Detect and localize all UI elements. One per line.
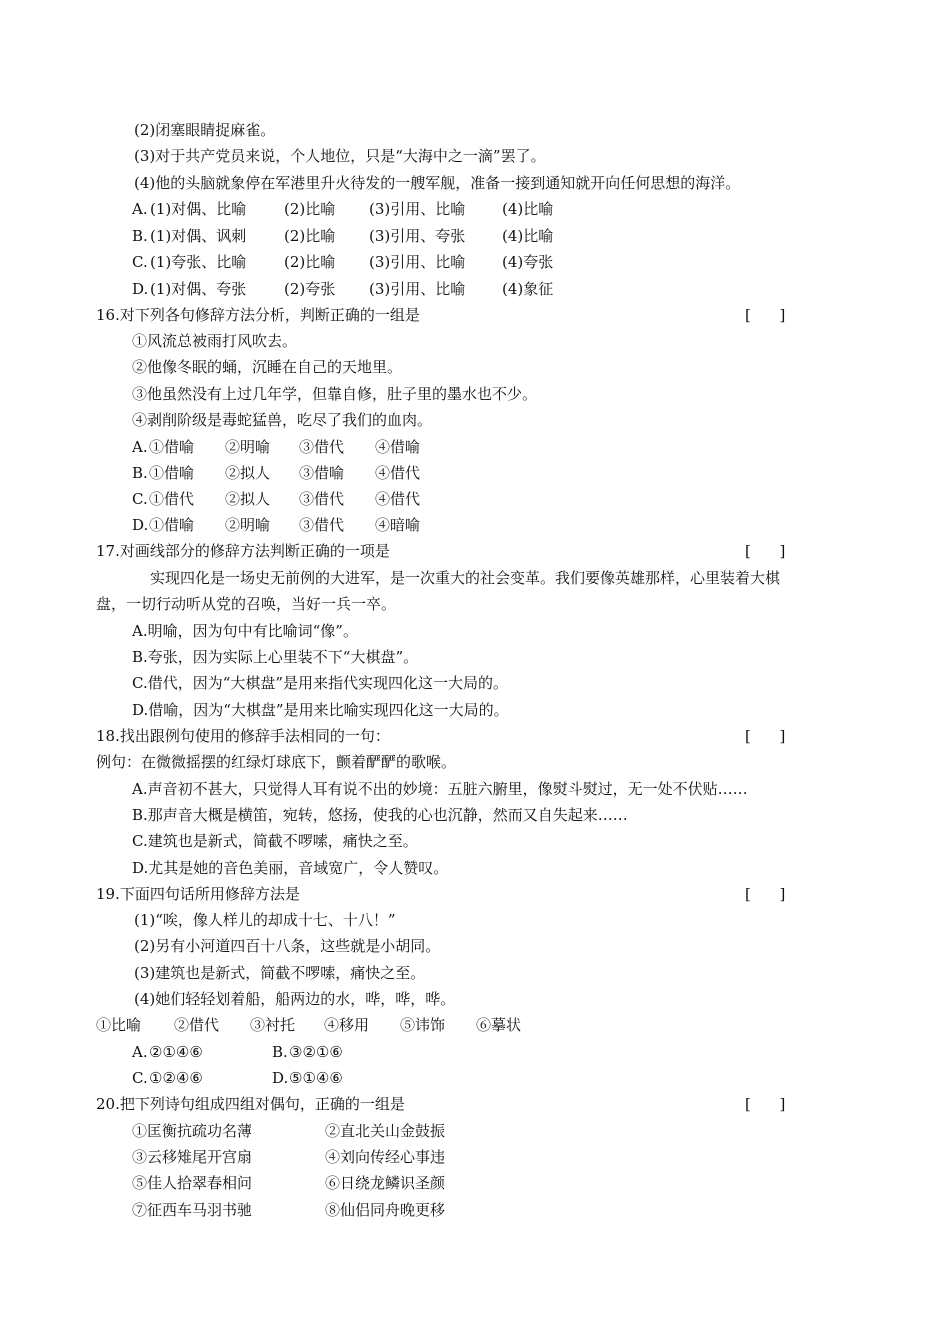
q19-stem: 19.下面四句话所用修辞方法是: [96, 885, 300, 903]
option-letter: C.: [132, 490, 148, 508]
option-part: (4)比喻: [502, 227, 554, 245]
q17-passage-line-1: 实现四化是一场史无前例的大进军，是一次重大的社会变革。我们要像英雄那样，心里装着大棋: [150, 569, 781, 587]
option-part: (1)对偶、夸张: [150, 280, 247, 298]
poem-line: ⑤佳人拾翠春相问: [132, 1174, 253, 1192]
option-part: (2)夸张: [284, 280, 336, 298]
option-part: (1)夸张、比喻: [150, 253, 247, 271]
option-part: ④借代: [375, 490, 421, 508]
option-part: (4)比喻: [502, 200, 554, 218]
answer-bracket: [ ]: [745, 727, 786, 745]
method-label: ⑥摹状: [476, 1016, 522, 1034]
q16-item-2: ②他像冬眠的蛹，沉睡在自己的天地里。: [132, 358, 403, 376]
option-value: ①②④⑥: [149, 1069, 203, 1087]
method-label: ④移用: [324, 1016, 370, 1034]
q19-item-2: (2)另有小河道四百十八条，这些就是小胡同。: [134, 937, 441, 955]
answer-bracket: [ ]: [745, 1095, 786, 1113]
poem-line: ②直北关山金鼓振: [325, 1122, 446, 1140]
option-part: ③借喻: [299, 464, 345, 482]
option-letter: C.: [132, 1069, 148, 1087]
option-part: ①借代: [149, 490, 195, 508]
q19-item-3: (3)建筑也是新式，简截不啰嗦，痛快之至。: [134, 964, 426, 982]
q15-item-3: (3)对于共产党员来说，个人地位，只是“大海中之一滴”罢了。: [134, 147, 546, 165]
option-part: ③借代: [299, 516, 345, 534]
option-part: ④借代: [375, 464, 421, 482]
q18-option-b: B.那声音大概是横笛，宛转，悠扬，使我的心也沉静，然而又自失起来……: [132, 806, 628, 824]
q17-option-b: B.夸张，因为实际上心里装不下“大棋盘”。: [132, 648, 419, 666]
option-part: (3)引用、比喻: [369, 200, 466, 218]
answer-bracket: [ ]: [745, 885, 786, 903]
option-part: ②拟人: [225, 490, 271, 508]
poem-line: ③云移雉尾开宫扇: [132, 1148, 253, 1166]
q18-example: 例句：在微微摇摆的红绿灯球底下，颤着酽酽的歌喉。: [96, 753, 457, 771]
option-letter: D.: [132, 280, 149, 298]
q16-item-3: ③他虽然没有上过几年学，但靠自修，肚子里的墨水也不少。: [132, 385, 538, 403]
q16-item-1: ①风流总被雨打风吹去。: [132, 332, 298, 350]
q16-item-4: ④剥削阶级是毒蛇猛兽，吃尽了我们的血肉。: [132, 411, 433, 429]
option-value: ③②①⑥: [289, 1043, 343, 1061]
method-label: ①比喻: [96, 1016, 142, 1034]
option-letter: A.: [132, 438, 148, 456]
option-letter: B.: [132, 227, 148, 245]
q17-option-a: A.明喻，因为句中有比喻词“像”。: [132, 622, 358, 640]
q16-stem: 16.对下列各句修辞方法分析，判断正确的一组是: [96, 306, 420, 324]
option-part: ②明喻: [225, 516, 271, 534]
poem-line: ⑥日绕龙鳞识圣颜: [325, 1174, 446, 1192]
answer-bracket: [ ]: [745, 542, 786, 560]
q18-stem: 18.找出跟例句使用的修辞手法相同的一句：: [96, 727, 390, 745]
method-label: ②借代: [174, 1016, 220, 1034]
option-part: ①借喻: [149, 516, 195, 534]
q20-stem: 20.把下列诗句组成四组对偶句，正确的一组是: [96, 1095, 405, 1113]
option-value: ⑤①④⑥: [289, 1069, 343, 1087]
option-part: (4)象征: [502, 280, 554, 298]
option-part: (3)引用、比喻: [369, 280, 466, 298]
poem-line: ①匡衡抗疏功名薄: [132, 1122, 253, 1140]
method-label: ③衬托: [250, 1016, 296, 1034]
q18-option-c: C.建筑也是新式，简截不啰嗦，痛快之至。: [132, 832, 418, 850]
q15-item-4: (4)他的头脑就象停在军港里升火待发的一艘军舰，准备一接到通知就开向任何思想的海洋。: [134, 174, 741, 192]
q15-item-2: (2)闭塞眼睛捉麻雀。: [134, 121, 276, 139]
q17-stem: 17.对画线部分的修辞方法判断正确的一项是: [96, 542, 390, 560]
poem-line: ⑦征西车马羽书驰: [132, 1201, 253, 1219]
option-part: (2)比喻: [284, 253, 336, 271]
option-letter: A.: [132, 1043, 148, 1061]
option-part: ①借喻: [149, 464, 195, 482]
q19-item-4: (4)她们轻轻划着船，船两边的水，哗，哗，哗。: [134, 990, 456, 1008]
q18-option-a: A.声音初不甚大，只觉得人耳有说不出的妙境：五脏六腑里，像熨斗熨过，无一处不伏贴……: [132, 780, 748, 798]
option-part: (3)引用、比喻: [369, 253, 466, 271]
q17-option-c: C.借代，因为“大棋盘”是用来指代实现四化这一大局的。: [132, 674, 509, 692]
option-part: ②拟人: [225, 464, 271, 482]
option-part: (2)比喻: [284, 200, 336, 218]
option-letter: C.: [132, 253, 148, 271]
option-part: (4)夸张: [502, 253, 554, 271]
option-part: ①借喻: [149, 438, 195, 456]
option-part: ③借代: [299, 438, 345, 456]
answer-bracket: [ ]: [745, 306, 786, 324]
option-part: (1)对偶、讽刺: [150, 227, 247, 245]
option-part: ④暗喻: [375, 516, 421, 534]
q19-item-1: (1)“唉，像人样儿的却成十七、十八！”: [134, 911, 396, 929]
option-letter: A.: [132, 200, 148, 218]
q18-option-d: D.尤其是她的音色美丽，音域宽广，令人赞叹。: [132, 859, 449, 877]
poem-line: ⑧仙侣同舟晚更移: [325, 1201, 446, 1219]
option-letter: B.: [272, 1043, 288, 1061]
option-letter: D.: [272, 1069, 289, 1087]
option-value: ②①④⑥: [149, 1043, 203, 1061]
option-part: ②明喻: [225, 438, 271, 456]
option-letter: B.: [132, 464, 148, 482]
option-part: (2)比喻: [284, 227, 336, 245]
q17-option-d: D.借喻，因为“大棋盘”是用来比喻实现四化这一大局的。: [132, 701, 509, 719]
option-letter: D.: [132, 516, 149, 534]
option-part: ③借代: [299, 490, 345, 508]
q17-passage-line-2: 盘，一切行动听从党的召唤，当好一兵一卒。: [96, 595, 397, 613]
option-part: ④借喻: [375, 438, 421, 456]
option-part: (3)引用、夸张: [369, 227, 466, 245]
poem-line: ④刘向传经心事违: [325, 1148, 446, 1166]
method-label: ⑤讳饰: [400, 1016, 446, 1034]
option-part: (1)对偶、比喻: [150, 200, 247, 218]
